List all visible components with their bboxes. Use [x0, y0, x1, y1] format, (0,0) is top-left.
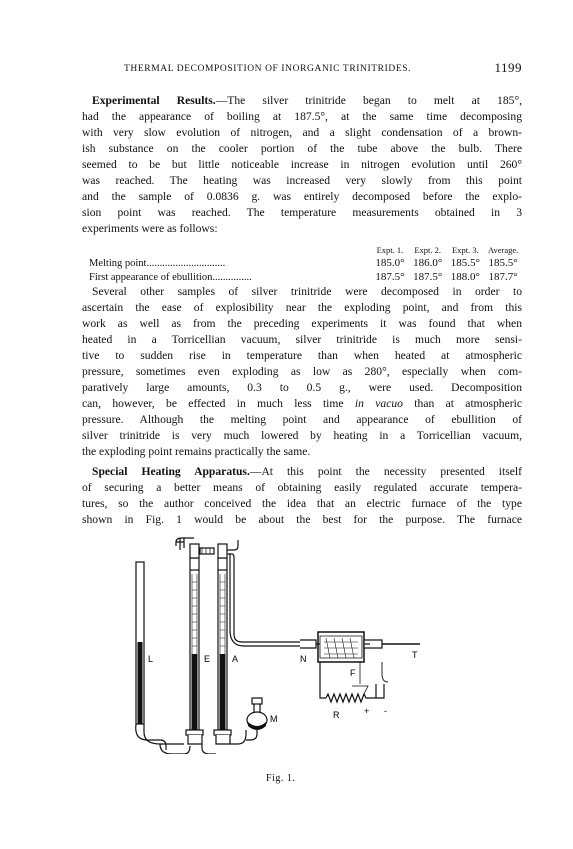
text-fragment: than at atmospheric: [414, 397, 522, 410]
text-line: experiments were as follows:: [82, 222, 218, 235]
apparatus-figure: [120, 534, 450, 754]
italic-term: in vacuo: [354, 397, 403, 410]
text-line: sion point was reached. The temperature measurements obtained in 3: [82, 206, 522, 219]
text-line: was reached. The heating was increased very slowly from this point: [82, 174, 522, 187]
text-line: work as well as from the preceding experiments it was found that when: [82, 317, 522, 330]
label-A: A: [232, 654, 239, 664]
text-fragment: can, however, be effected in much less time: [82, 397, 344, 410]
results-table: [82, 244, 522, 284]
text-line: pressure. Although the melting point and appearance of ebullition of: [82, 413, 522, 426]
table-row: [82, 256, 522, 270]
label-plus: +: [364, 706, 370, 716]
text-line: paratively large amounts, 0.3 to 0.5 g., were used. Decomposition: [82, 381, 522, 394]
text-line: ascertain the ease of explosibility near the exploding point, and from this: [82, 301, 522, 314]
furnace-F: [316, 632, 420, 662]
text-line: pressure, sometimes even exploding as low as 280°, especially when com-: [82, 365, 522, 378]
text-line: and the sample of 0.0836 g. was entirely decomposed before the explo-: [82, 190, 522, 203]
label-N: N: [300, 654, 307, 664]
flask-M: [246, 698, 267, 740]
paragraph-explosibility: [82, 284, 522, 460]
table-cell: 187.5°: [413, 271, 443, 283]
page-number: 1199: [494, 60, 522, 75]
table-cell: 186.0°: [413, 257, 443, 269]
tube-A: [214, 558, 231, 744]
row-label: Melting point..............................: [89, 257, 226, 269]
paragraph-special-heating-apparatus: [82, 464, 522, 528]
column-header: Average.: [487, 245, 519, 255]
text-line: silver trinitride is very much lowered by heating in a Torricellian vacuum,: [82, 429, 522, 442]
column-header: Expt. 2.: [414, 245, 441, 255]
label-T: T: [412, 650, 418, 660]
table-cell: 185.5°: [450, 257, 480, 269]
text-line: had the appearance of boiling at 187.5°, at the same time decomposing: [82, 110, 522, 123]
figure-caption: Fig. 1.: [266, 773, 296, 784]
running-header: [82, 60, 522, 76]
text-line: heated in a Torricellian vacuum, silver trinitride is much more sensi-: [82, 333, 522, 346]
label-M: M: [270, 714, 278, 724]
section-heading-experimental-results: Experimental Results.: [92, 94, 216, 107]
label-F: F: [350, 668, 356, 678]
text-line: with very slow evolution of nitrogen, and a slight condensation of a brown-: [82, 126, 522, 139]
table-header-row: [82, 244, 522, 256]
text-line: —At this point the necessity presented itself: [249, 465, 522, 478]
column-header: Expt. 3.: [452, 245, 479, 255]
paragraph-experimental-results: [82, 93, 522, 237]
table-row: [82, 270, 522, 284]
table-cell: 187.7°: [488, 271, 518, 283]
text-line: ish substance on the cooler portion of the tube above the bulb. There: [82, 142, 522, 155]
text-line: tive to sudden rise in temperature than when heated at atmospheric: [82, 349, 522, 362]
column-header: Expt. 1.: [376, 245, 404, 255]
label-minus: -: [384, 706, 387, 716]
text-line-with-italic: [82, 396, 522, 412]
text-line: shown in Fig. 1 would be about the best for the purpose. The furnace: [82, 513, 522, 526]
text-line: tures, so the author conceived the idea that an electric furnace of the type: [82, 497, 522, 510]
table-cell: 188.0°: [450, 271, 480, 283]
text-line: Several other samples of silver trinitride were decomposed in order to: [92, 285, 522, 298]
tube-E: [186, 558, 203, 744]
text-line: the exploding point remains practically the same.: [82, 445, 311, 458]
text-line: of securing a better means of obtaining easily regulated accurate tempera-: [82, 481, 522, 494]
table-cell: 185.5°: [488, 257, 518, 269]
header-title: THERMAL DECOMPOSITION OF INORGANIC TRINITRIDES.: [124, 64, 412, 74]
section-heading-special-heating-apparatus: Special Heating Apparatus.: [92, 465, 250, 478]
label-R: R: [333, 710, 340, 720]
text-line: seemed to be but little noticeable increase in nitrogen evolution until 260°: [82, 158, 522, 171]
label-E: E: [204, 654, 211, 664]
table-cell: 185.0°: [375, 257, 405, 269]
row-label: First appearance of ebullition...............: [89, 271, 252, 283]
label-L: L: [148, 654, 154, 664]
table-cell: 187.5°: [375, 271, 405, 283]
text-line: —The silver trinitride began to melt at 185°,: [215, 94, 522, 107]
